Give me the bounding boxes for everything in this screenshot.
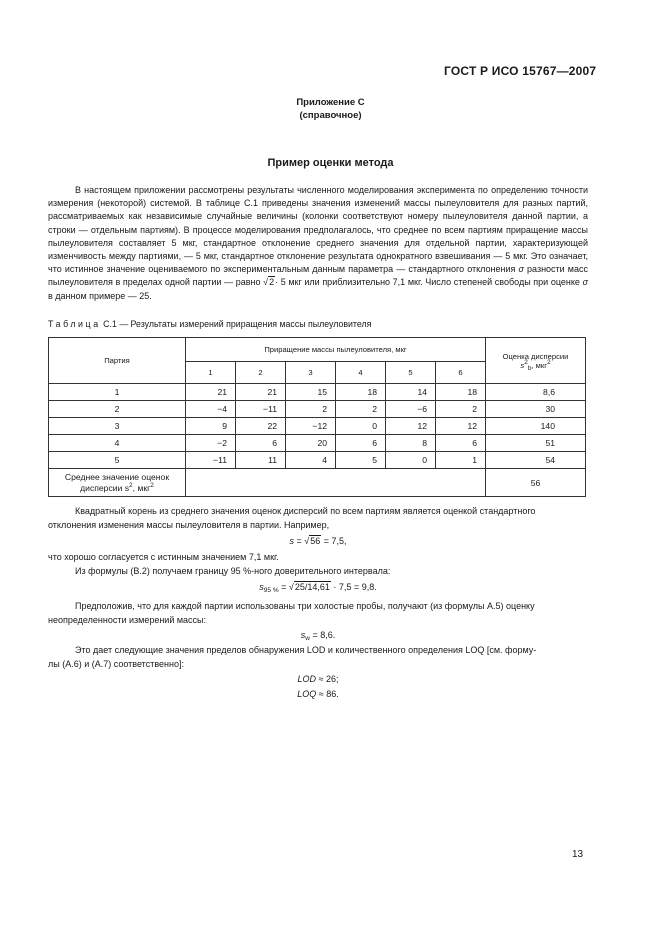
- text-line: Предположив, что для каждой партии использованы три холостые пробы, получают (из формулы А.5) оценку: [75, 601, 535, 611]
- header-col-1: 1: [186, 362, 236, 384]
- table-row: 1 21 21 15 18 14 18 8,6: [49, 384, 586, 401]
- table-row: 5 −11 11 4 5 0 1 54: [49, 452, 586, 469]
- text-line: Из формулы (В.2) получаем границу 95 %-ного доверительного интервала:: [75, 566, 391, 576]
- mean-label: Среднее значение оценок дисперсии $s^2$, мкг$^2$: [49, 469, 186, 497]
- table-row: 4 −2 6 20 6 8 6 51: [49, 435, 586, 452]
- header-col-6: 6: [436, 362, 486, 384]
- header-col-2: 2: [236, 362, 286, 384]
- intro-paragraph: В настоящем приложении рассмотрены результаты численного моделирования эксперимента по определению точности измерения (некоторой) системой. В таблице С.1 приведены значения изменений массы пылеуловителя для разных партий, рассматриваемых как независимые случайные величины (колонки соответствуют номеру пылеуловителя данной партии, а строки — отдельным партиям). В процессе моделирования предполагалось, что среднее по всем партиям приращение массы пылеуловителя составляет 5 мкг, стандартное отклонение среднего значения для отдельной партии, характеризующей изменчивость между партиями, — 5 мкг, стандартное отклонение результата однократного взвешивания — 5 мкг. Это означает, что истинное значение оцениваемого по экспериментальным данным параметра — стандартного отклонения σ разности масс пылеуловителя в пределах одной партии — равно √2· 5 мкг или приблизительно 7,1 мкг. Число степеней свободы при оценке σ в данном примере — 25.: [48, 185, 588, 301]
- annex-title: Приложение С: [296, 97, 365, 108]
- table-caption: Таблица С.1 — Результаты измерений приращения массы пылеуловителя: [48, 319, 372, 329]
- mean-value: 56: [486, 469, 586, 497]
- header-batch: Партия: [49, 338, 186, 384]
- text-line: отклонения изменения массы пылеуловителя в партии. Например,: [48, 520, 330, 530]
- formula-loq: LOQ ≈ 86.: [297, 689, 339, 699]
- table-row-mean: [49, 469, 586, 497]
- header-variance: Оценка дисперсии $s^2_b$, мкг$^2$: [486, 338, 586, 384]
- text-line: лы (А.6) и (А.7) соответственно]:: [48, 659, 184, 669]
- table-row: 2 −4 −11 2 2 −6 2 30: [49, 401, 586, 418]
- annex-type: (справочное): [299, 110, 362, 121]
- formula-s95: $s_{95 \%} = √25/14,61 \cdot 7,5 = 9,8$.: [259, 582, 377, 594]
- text-line: Квадратный корень из среднего значения оценок дисперсий по всем партиям является оценкой стандартного: [75, 506, 536, 516]
- page-number: 13: [572, 849, 584, 860]
- text-line: Это дает следующие значения пределов обнаружения LOD и количественного определения LOQ [см. форму-: [75, 645, 537, 655]
- text-line: что хорошо согласуется с истинным значением 7,1 мкг.: [48, 552, 279, 562]
- standard-number: ГОСТ Р ИСО 15767—2007: [444, 64, 597, 78]
- header-col-4: 4: [336, 362, 386, 384]
- formula-lod: LOD ≈ 26;: [297, 674, 339, 684]
- formula-sw: $s_w = 8,6$.: [300, 630, 336, 642]
- formula-s: s = √56 = 7,5,: [289, 536, 347, 546]
- header-col-3: 3: [286, 362, 336, 384]
- header-col-5: 5: [386, 362, 436, 384]
- results-table: [48, 337, 586, 497]
- section-title: Пример оценки метода: [267, 157, 394, 169]
- header-group: Приращение массы пылеуловителя, мкг: [186, 338, 486, 362]
- text-line: неопределенности измерений массы:: [48, 615, 207, 625]
- table-row: 3 9 22 −12 0 12 12 140: [49, 418, 586, 435]
